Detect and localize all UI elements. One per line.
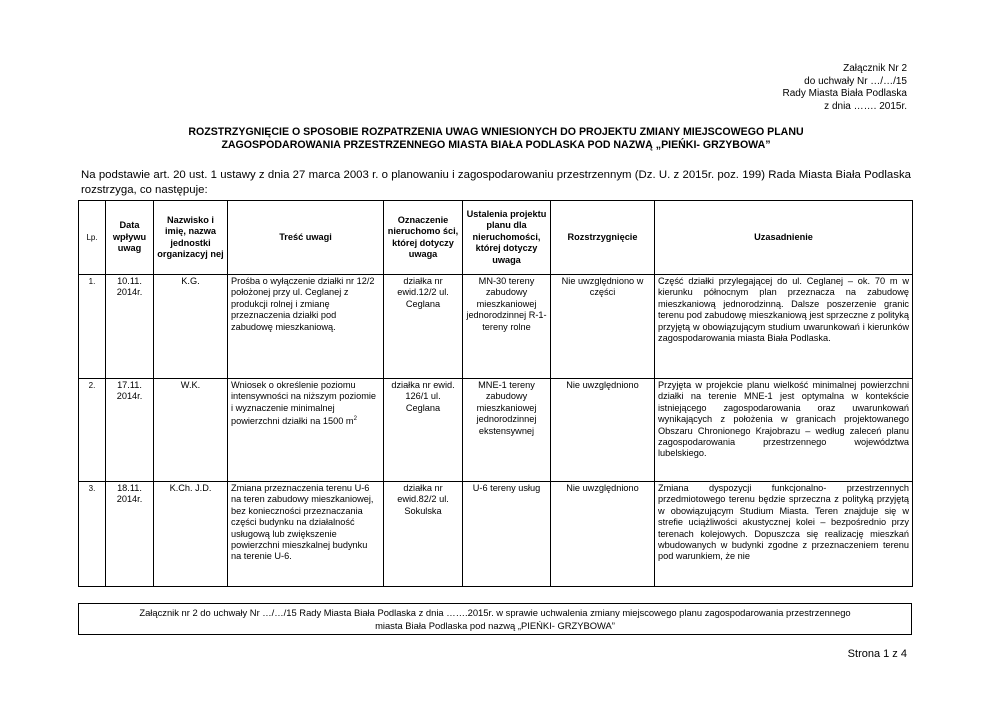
- row-justification: Zmiana dyspozycji funkcjonalno- przestrzennych przedmiotowego terenu będzie sprzeczna z polityką przyjętą w obowiązującym Studium Miasta. Teren znajduje się w strefie uciążliwości akustycznej kolei – bezpośrednio przy terenach kolejowych. Dopuszcza się realizację mieszkań wbudowanych w budynki zgodne z przeznaczeniem terenu pod warunkiem, że nie: [655, 482, 913, 587]
- header-property: Oznaczenie nieruchomo ści, której dotyczy uwaga: [384, 201, 463, 275]
- area-unit-superscript: 2: [353, 416, 357, 423]
- row-decision: Nie uwzględniono: [551, 379, 655, 482]
- remarks-table: [78, 200, 913, 587]
- attachment-number: Załącznik Nr 2: [843, 63, 907, 74]
- row-lp: 2.: [79, 379, 106, 482]
- table-row: [79, 379, 913, 482]
- footer-box: [78, 603, 912, 635]
- council-name: Rady Miasta Biała Podlaska: [782, 88, 907, 99]
- title-line-1: ROZSTRZYGNIĘCIE O SPOSOBIE ROZPATRZENIA UWAG WNIESIONYCH DO PROJEKTU ZMIANY MIEJSCOWEGO PLANU: [188, 126, 804, 138]
- row-justification: Część działki przylegającej do ul. Ceglanej – ok. 70 m w kierunku północnym plan przeznacza na zabudowę mieszkaniową jednorodzinną. Dalsze poszerzenie granic terenu pod zabudowę mieszkaniową jest sprzeczne z polityką przyjętą w obowiązującym studium uwarunkowań i kierunków zagospodarowania miasta Biała Podlaska.: [655, 275, 913, 379]
- row-date: 18.11. 2014r.: [106, 482, 154, 587]
- row-date: 17.11. 2014r.: [106, 379, 154, 482]
- row-content: Zmiana przeznaczenia terenu U-6 na teren zabudowy mieszkaniowej, bez konieczności przeznaczania części budynku na działalność usługową lub zwiększenie powierzchni mieszkalnej budynku na terenie U-6.: [228, 482, 384, 587]
- footer-line-2: miasta Biała Podlaska pod nazwą „PIEŃKI- GRZYBOWA”: [375, 619, 615, 631]
- resolution-ref: do uchwały Nr …/…/15: [804, 75, 907, 87]
- row-lp: 3.: [79, 482, 106, 587]
- title-line-2: ZAGOSPODAROWANIA PRZESTRZENNEGO MIASTA BIAŁA PODLASKA POD NAZWĄ „PIEŃKI- GRZYBOWA”: [221, 139, 771, 151]
- header-date: Data wpływu uwag: [106, 201, 154, 275]
- row-plan: MNE-1 tereny zabudowy mieszkaniowej jednorodzinnej ekstensywnej: [463, 379, 551, 482]
- header-justification: Uzasadnienie: [655, 201, 913, 275]
- row-property: działka nr ewid.82/2 ul. Sokulska: [384, 482, 463, 587]
- row-content-cell: [228, 379, 384, 482]
- header-lp: Lp.: [79, 201, 106, 275]
- attachment-header: [782, 63, 907, 113]
- row-lp: 1.: [79, 275, 106, 379]
- row-content: Wniosek o określenie poziomu intensywności na niższym poziomie i wyznaczenie minimalnej powierzchni działki na 1500 m: [231, 380, 377, 427]
- row-decision: Nie uwzględniono w części: [551, 275, 655, 379]
- row-name: K.Ch. J.D.: [154, 482, 228, 587]
- table-header-row: [79, 201, 913, 275]
- footer-line-1: Załącznik nr 2 do uchwały Nr …/…/15 Rady Miasta Biała Podlaska z dnia …….2015r. w sprawie uchwalenia zmiany miejscowego planu zagospodarowania przestrzennego: [139, 607, 851, 618]
- header-decision: Rozstrzygnięcie: [551, 201, 655, 275]
- row-content: Prośba o wyłączenie działki nr 12/2 położonej przy ul. Ceglanej z produkcji rolnej i zmianę przeznaczenia działki pod zabudowę mieszkaniową.: [228, 275, 384, 379]
- page-number: Strona 1 z 4: [847, 648, 907, 660]
- table-row: [79, 275, 913, 379]
- table-row: [79, 482, 913, 587]
- intro-paragraph: Na podstawie art. 20 ust. 1 ustawy z dnia 27 marca 2003 r. o planowaniu i zagospodarowaniu przestrzennym (Dz. U. z 2015r. poz. 199) Rada Miasta Biała Podlaska rozstrzyga, co następuje:: [81, 169, 911, 196]
- header-name: Nazwisko i imię, nazwa jednostki organizacyj nej: [154, 201, 228, 275]
- row-plan: U-6 tereny usług: [463, 482, 551, 587]
- row-justification: Przyjęta w projekcie planu wielkość minimalnej powierzchni działki na terenie MNE-1 jest optymalna w kontekście istniejącego zagospodarowania oraz uwarunkowań wynikających z położenia w granicach projektowanego Obszaru Chronionego Krajobrazu – według zaleceń planu zagospodarowania przestrzennego województwa lubelskiego.: [655, 379, 913, 482]
- header-plan: Ustalenia projektu planu dla nieruchomości, której dotyczy uwaga: [463, 201, 551, 275]
- row-date: 10.11. 2014r.: [106, 275, 154, 379]
- row-plan: MN-30 tereny zabudowy mieszkaniowej jednorodzinnej R-1- tereny rolne: [463, 275, 551, 379]
- row-name: W.K.: [154, 379, 228, 482]
- row-property: działka nr ewid.12/2 ul. Ceglana: [384, 275, 463, 379]
- row-property: działka nr ewid. 126/1 ul. Ceglana: [384, 379, 463, 482]
- row-decision: Nie uwzględniono: [551, 482, 655, 587]
- row-name: K.G.: [154, 275, 228, 379]
- document-title: [80, 126, 912, 152]
- resolution-date: z dnia ……. 2015r.: [824, 100, 907, 112]
- header-content: Treść uwagi: [228, 201, 384, 275]
